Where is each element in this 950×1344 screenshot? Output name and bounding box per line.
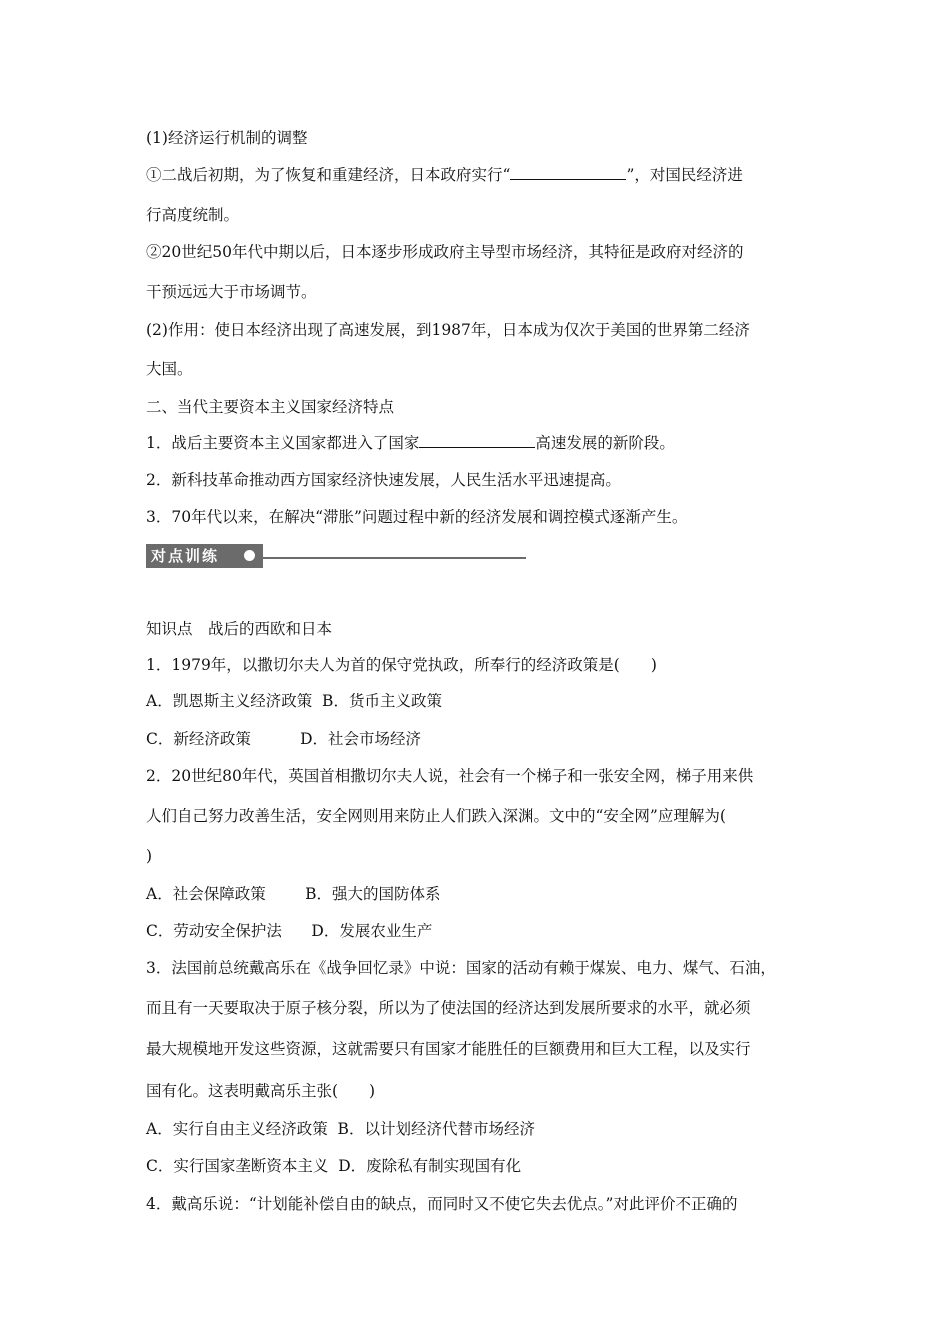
question-2-stem: ) bbox=[146, 847, 153, 865]
paragraph-line: 3．70年代以来，在解决“滞胀”问题过程中新的经济发展和调控模式逐渐产生。 bbox=[146, 508, 688, 526]
question-2-options-cd: C．劳动安全保护法 D．发展农业生产 bbox=[146, 922, 433, 940]
question-3-stem: 最大规模地开发这些资源，这就需要只有国家才能胜任的巨额费用和巨大工程，以及实行 bbox=[146, 1040, 751, 1058]
fill-in-blank[interactable] bbox=[419, 433, 535, 448]
section-title: 对点训练 bbox=[146, 544, 263, 568]
question-1-options-cd: C．新经济政策 D．社会市场经济 bbox=[146, 730, 422, 748]
fill-in-blank[interactable] bbox=[510, 165, 626, 180]
paragraph-line: 干预远远大于市场调节。 bbox=[146, 283, 317, 301]
section-rule bbox=[263, 557, 526, 559]
question-1-options-ab: A．凯恩斯主义经济政策 B．货币主义政策 bbox=[146, 692, 442, 710]
bullet-dot-icon bbox=[244, 550, 255, 561]
paragraph-line: 行高度统制。 bbox=[146, 206, 240, 224]
question-3-stem: 而且有一天要取决于原子核分裂，所以为了使法国的经济达到发展所要求的水平，就必须 bbox=[146, 999, 751, 1017]
paragraph-line: 1．战后主要资本主义国家都进入了国家 高速发展的新阶段。 bbox=[146, 434, 675, 452]
paragraph-line: ①二战后初期，为了恢复和重建经济，日本政府实行“ ”，对国民经济进 bbox=[146, 166, 743, 184]
section-heading: 二、当代主要资本主义国家经济特点 bbox=[146, 398, 395, 416]
question-2-stem: 人们自己努力改善生活，安全网则用来防止人们跌入深渊。文中的“安全网”应理解为( bbox=[146, 807, 726, 825]
paragraph-line: ②20世纪50年代中期以后，日本逐步形成政府主导型市场经济，其特征是政府对经济的 bbox=[146, 243, 744, 261]
question-3-stem: 国有化。这表明戴高乐主张( ) bbox=[146, 1082, 376, 1100]
paragraph-line: 2．新科技革命推动西方国家经济快速发展，人民生活水平迅速提高。 bbox=[146, 471, 621, 489]
question-3-options-ab: A．实行自由主义经济政策 B．以计划经济代替市场经济 bbox=[146, 1120, 535, 1138]
question-2-options-ab: A．社会保障政策 B．强大的国防体系 bbox=[146, 885, 441, 903]
question-3-stem: 3．法国前总统戴高乐在《战争回忆录》中说：国家的活动有赖于煤炭、电力、煤气、石油， bbox=[146, 959, 776, 977]
question-3-options-cd: C．实行国家垄断资本主义 D．废除私有制实现国有化 bbox=[146, 1157, 522, 1175]
paragraph-line: 大国。 bbox=[146, 360, 193, 378]
question-4-stem: 4．戴高乐说：“计划能补偿自由的缺点，而同时又不使它失去优点。”对此评价不正确的 bbox=[146, 1195, 738, 1213]
knowledge-point: 知识点 战后的西欧和日本 bbox=[146, 620, 333, 638]
heading-economic-mechanism: (1)经济运行机制的调整 bbox=[146, 129, 308, 147]
question-2-stem: 2．20世纪80年代，英国首相撒切尔夫人说，社会有一个梯子和一张安全网，梯子用来供 bbox=[146, 767, 754, 785]
paragraph-line: (2)作用：使日本经济出现了高速发展，到1987年，日本成为仅次于美国的世界第二经济 bbox=[146, 321, 750, 339]
question-1-stem: 1．1979年，以撒切尔夫人为首的保守党执政，所奉行的经济政策是( ) bbox=[146, 656, 657, 674]
section-banner bbox=[146, 544, 526, 568]
